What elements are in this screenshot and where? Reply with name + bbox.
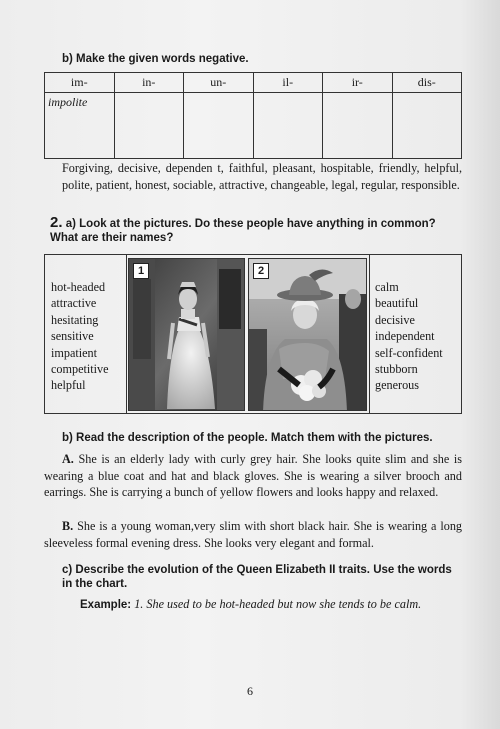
photo-young-queen (128, 258, 245, 411)
word-item: helpful (51, 378, 86, 393)
word-item: generous (375, 378, 419, 393)
word-item: competitive (51, 362, 109, 377)
word-item: attractive (51, 296, 97, 311)
prefix-header: il- (253, 73, 323, 93)
pictures-chart (44, 254, 462, 414)
elderly-queen-illustration (249, 259, 367, 411)
word-item: independent (375, 329, 435, 344)
description-b (44, 518, 462, 551)
example-line (80, 597, 421, 612)
answer-cell[interactable] (323, 93, 393, 159)
prefix-header: un- (184, 73, 254, 93)
answer-cell[interactable] (253, 93, 323, 159)
table-header-row (45, 73, 462, 93)
photo-elderly-queen (248, 258, 367, 411)
page-number: 6 (247, 684, 253, 698)
negation-table (44, 72, 462, 159)
prefix-header: in- (114, 73, 184, 93)
word-item: beautiful (375, 296, 419, 311)
section-c-heading: c) Describe the evolution of the Queen Elizabeth II traits. Use the words in the chart. (62, 564, 452, 590)
answer-cell[interactable] (184, 93, 254, 159)
description-letter: A. (62, 452, 74, 466)
example-label: Example: (80, 599, 132, 611)
task2-heading (50, 216, 464, 245)
description-text: She is an elderly lady with curly grey hair. She looks quite slim and she is wearing a blue coat and hat and black gloves. She is wearing a silver brooch and earrings. She is carrying a bunch of yellow flowers and looks happy and relaxed. (44, 452, 462, 499)
word-item: stubborn (375, 362, 418, 377)
prefix-header: im- (45, 73, 115, 93)
picture-number-1: 1 (133, 263, 149, 279)
description-letter: B. (62, 519, 74, 533)
word-item: decisive (375, 312, 415, 327)
young-queen-illustration (129, 259, 245, 411)
section-b-heading: b) Make the given words negative. (62, 53, 249, 65)
right-word-list (375, 279, 443, 394)
word-item: calm (375, 280, 399, 294)
word-item: hot-headed (51, 280, 106, 294)
prefix-header: dis- (392, 73, 462, 93)
left-word-list (51, 279, 109, 394)
example-text: 1. She used to be hot-headed but now she tends to be calm. (134, 597, 422, 611)
description-a (44, 451, 462, 501)
column-divider (369, 255, 370, 413)
answer-cell[interactable]: impolite (45, 93, 115, 159)
word-item: hesitating (51, 312, 99, 327)
answer-cell[interactable] (392, 93, 462, 159)
word-list: Forgiving, decisive, dependen t, faithful, pleasant, hospitable, friendly, helpful, polite, patient, honest, sociable, attractive, changeable, legal, regular, responsible. (62, 161, 462, 192)
task-number: 2. (50, 214, 63, 231)
answer-cell[interactable] (114, 93, 184, 159)
word-item: self-confident (375, 345, 443, 360)
word-item: sensitive (51, 329, 94, 344)
prefix-header: ir- (323, 73, 393, 93)
description-text: She is a young woman,very slim with short black hair. She is wearing a long sleeveless formal evening dress. She looks very elegant and formal. (44, 519, 463, 550)
table-row (45, 93, 462, 159)
task2-question: a) Look at the pictures. Do these people have anything in common? What are their names? (50, 218, 436, 244)
picture-number-2: 2 (253, 263, 269, 279)
section-b2-heading: b) Read the description of the people. Match them with the pictures. (62, 432, 433, 444)
word-item: impatient (51, 345, 98, 360)
column-divider (126, 255, 127, 413)
